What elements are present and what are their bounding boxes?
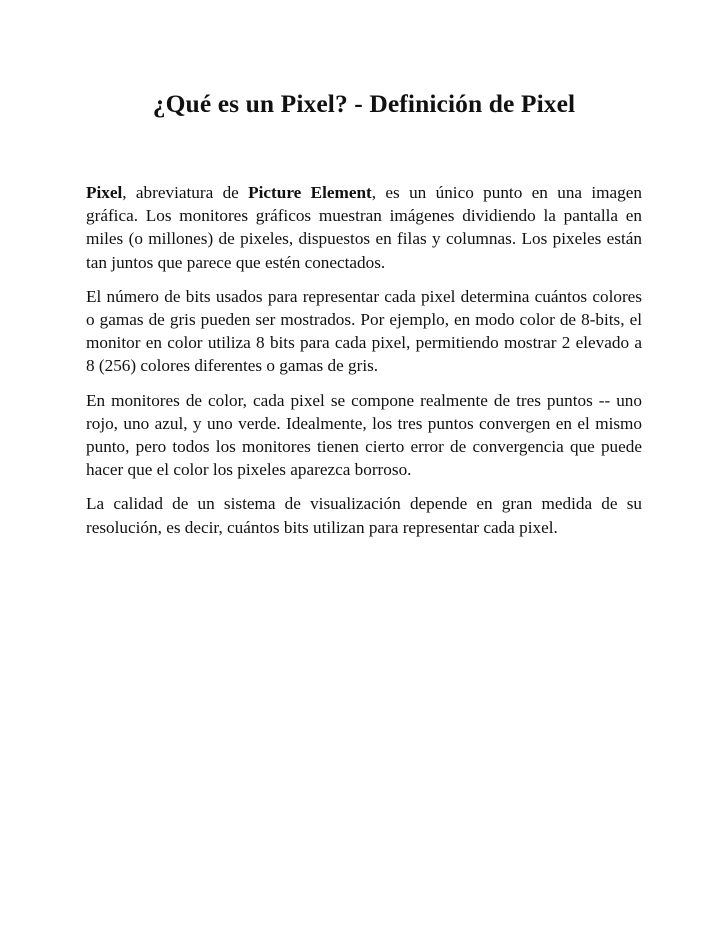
- paragraph-resolution: La calidad de un sistema de visualización depende en gran medida de su resolución, es decir, cuántos bits utilizan para representar cada pixel.: [86, 494, 642, 537]
- term-picture-element: Picture Element: [248, 183, 372, 202]
- paragraph-color-monitors: En monitores de color, cada pixel se compone realmente de tres puntos -- uno rojo, uno azul, y uno verde. Idealmente, los tres puntos convergen en el mismo punto, pero todos los monitores tienen cierto error de convergencia que puede hacer que el color los pixeles aparezca borroso.: [86, 390, 642, 480]
- page-title: ¿Qué es un Pixel? - Definición de Pixel: [152, 89, 576, 118]
- definition-text-a: , abreviatura de: [122, 183, 249, 202]
- term-pixel: Pixel: [86, 183, 123, 202]
- definition-text-b: , es un único punto en una imagen gráfica. Los monitores gráficos muestran imágenes dividiendo la pantalla en miles (o millones) de pixeles, dispuestos en filas y columnas. Los pixeles están tan juntos que parece que estén conectados.: [86, 183, 642, 272]
- document-body: [86, 181, 642, 550]
- paragraph-definition: [86, 181, 642, 274]
- paragraph-bits: El número de bits usados para representar cada pixel determina cuántos colores o gamas de gris pueden ser mostrados. Por ejemplo, en modo color de 8-bits, el monitor en color utiliza 8 bits para cada pixel, permitiendo mostrar 2 elevado a 8 (256) colores diferentes o gamas de gris.: [86, 286, 642, 376]
